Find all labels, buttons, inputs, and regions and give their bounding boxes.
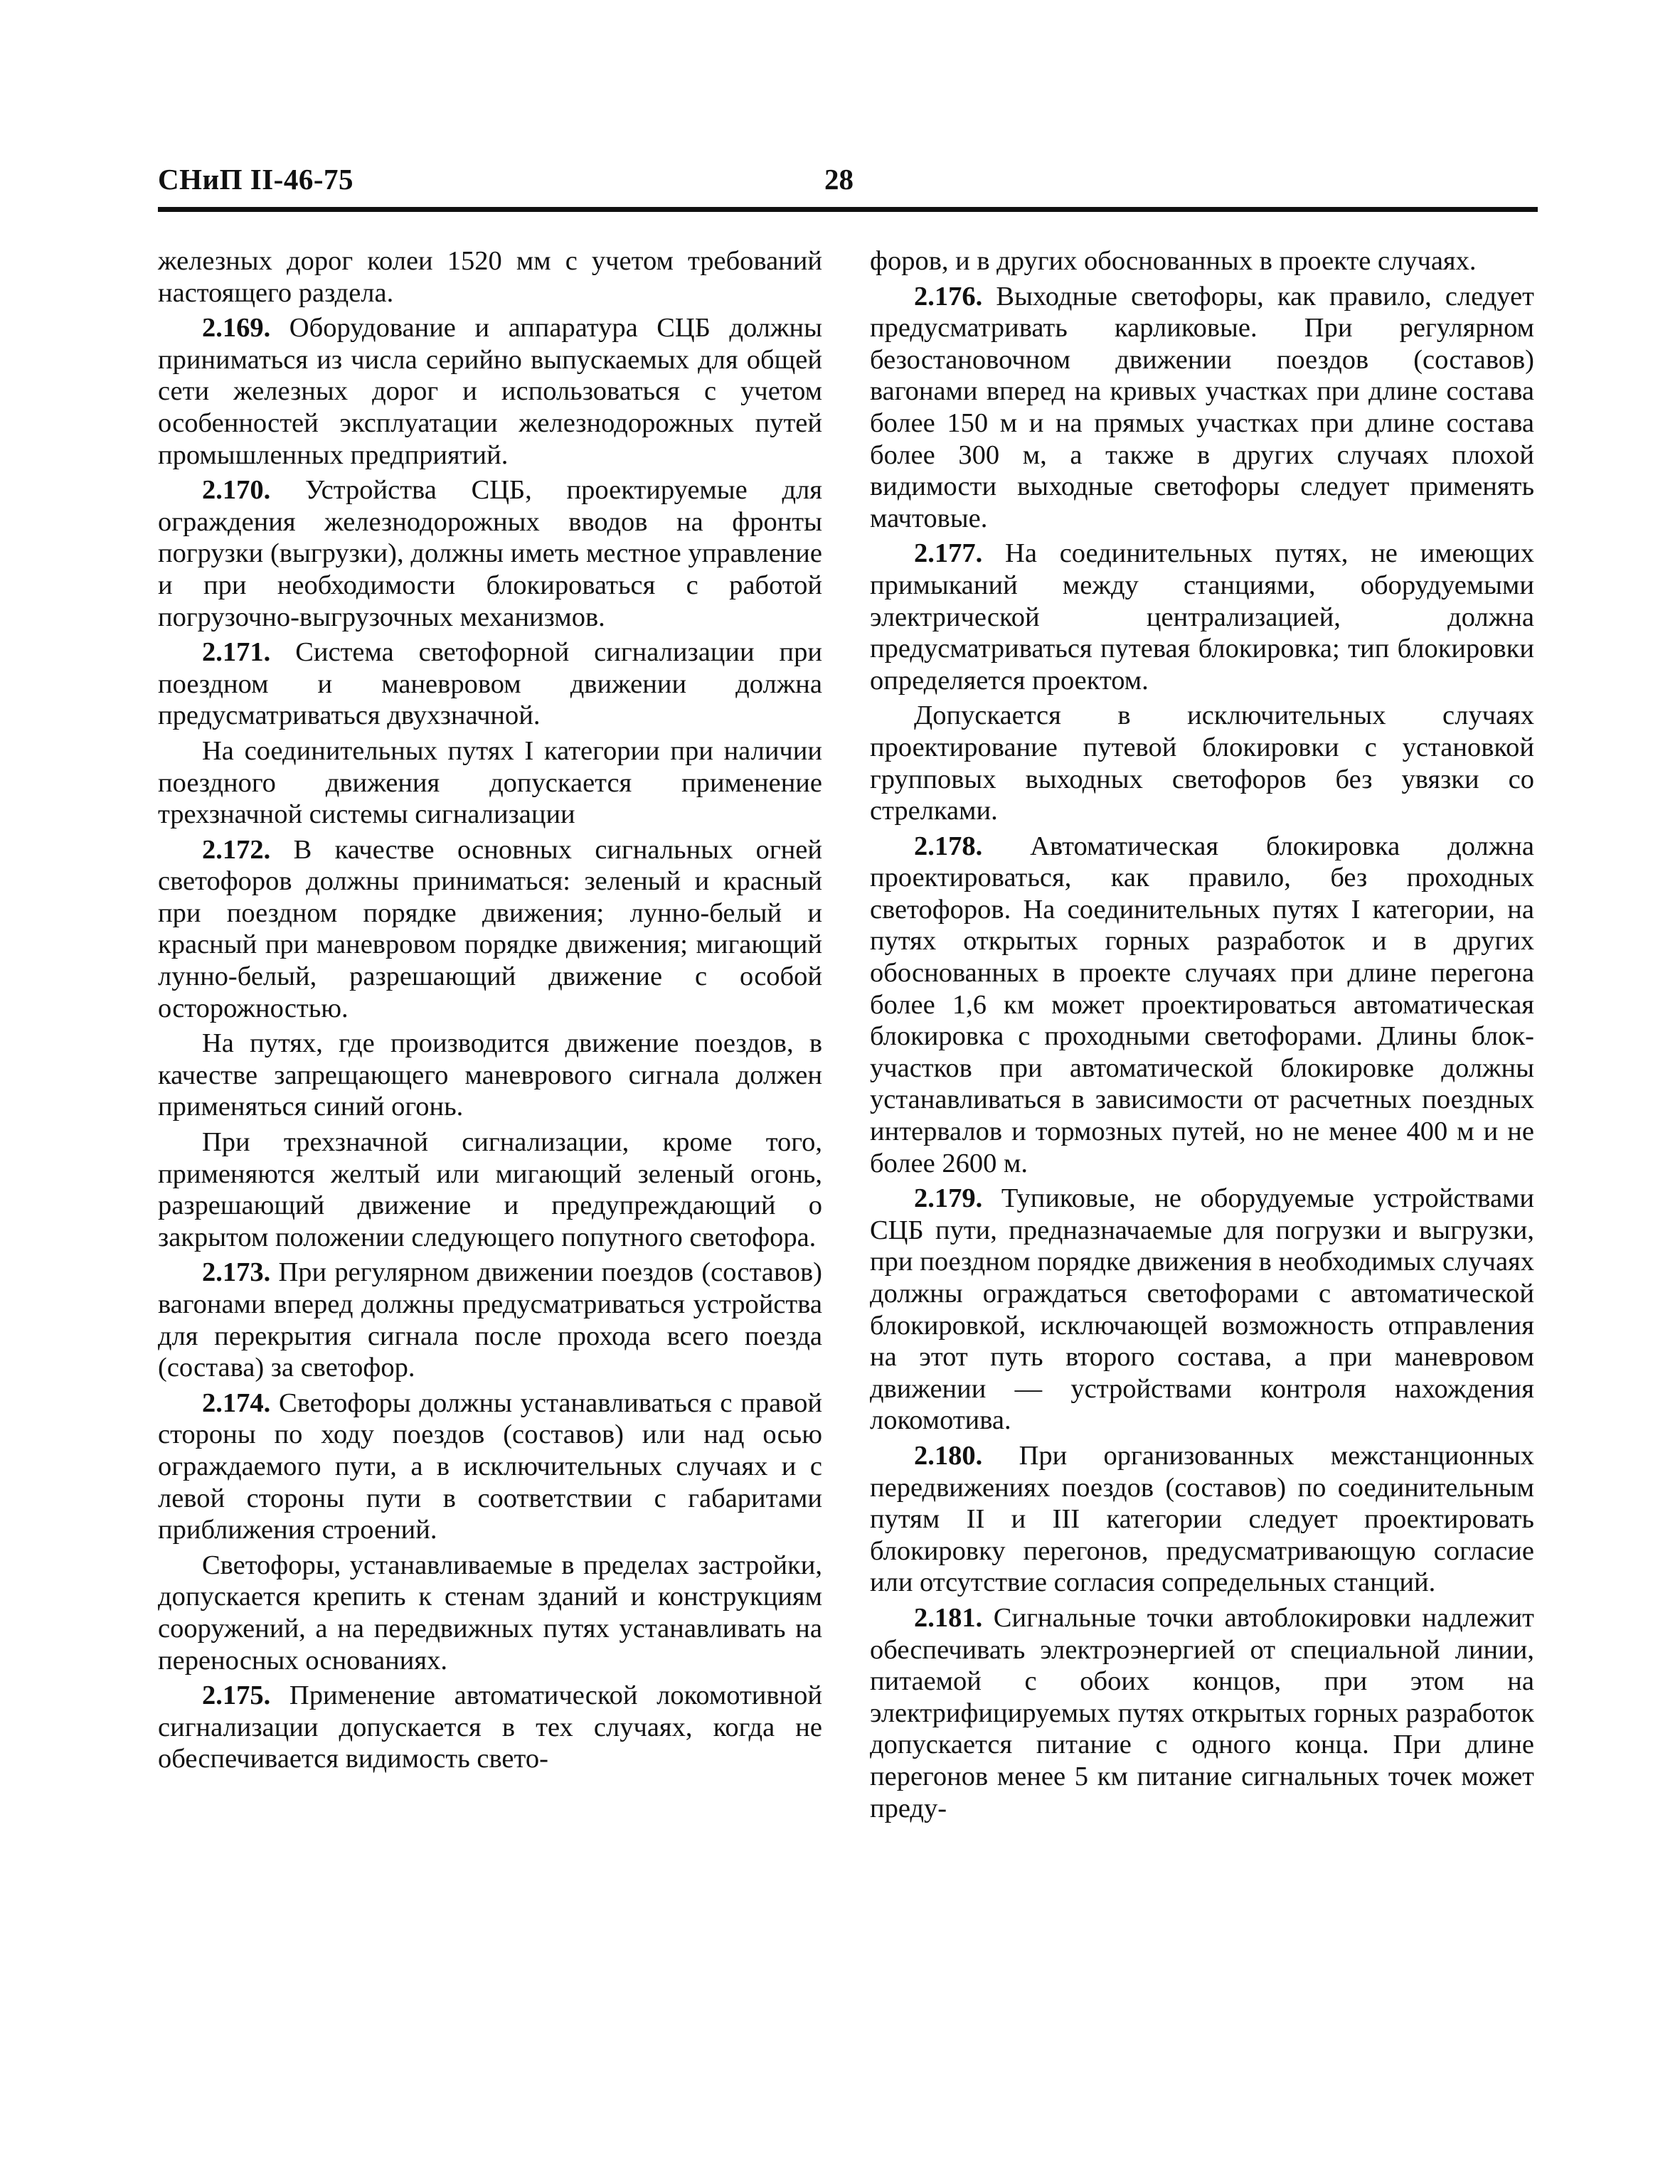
header-rule: [158, 207, 1538, 212]
paragraph: [870, 1440, 1534, 1599]
clause-number: 2.178.: [914, 831, 983, 861]
paragraph: [158, 834, 822, 1025]
paragraph: [158, 474, 822, 633]
paragraph-text: Допускается в исключительных случаях проектирование путевой блокировки с установкой групповых выходных светофоров без увязки со стрелками.: [870, 701, 1534, 826]
clause-number: 2.174.: [202, 1387, 271, 1418]
clause-number: 2.173.: [202, 1257, 271, 1288]
paragraph: [870, 831, 1534, 1180]
paragraph: [158, 636, 822, 732]
document-code: СНиП II-46-75: [158, 163, 353, 196]
paragraph-text: Сигнальные точки автоблокировки надлежит обеспечивать электроэнергией от специальной линии, питаемой с обоих концов, при этом на электрифицируемых путях открытых горных разработок допускается питание с одного конца. При длине перегонов менее 5 км питание сигнальных точек может преду-: [870, 1602, 1534, 1823]
paragraph-text: Применение автоматической локомотивной сигнализации допускается в тех случаях, когда не обеспечивается видимость свето-: [158, 1680, 823, 1774]
clause-number: 2.179.: [914, 1183, 983, 1214]
paragraph: [158, 1257, 822, 1383]
paragraph-text: Автоматическая блокировка должна проектироваться, как правило, без проходных светофоров. На соединительных путях I категории, на путях открытых горных разработок и в других обоснованных в проекте случаях при длине перегона более 1,6 км может проектироваться автоматическая блокировка с проходными светофорами. Длины блок-участков при автоматической блокировке должны устанавливаться в зависимости от расчетных поездных интервалов и тормозных путей, но не менее 400 м и не более 2600 м.: [870, 831, 1534, 1178]
paragraph: [158, 1387, 822, 1546]
paragraph-text: форов, и в других обоснованных в проекте случаях.: [870, 246, 1477, 276]
paragraph-text: На путях, где производится движение поездов, в качестве запрещающего маневрового сигнала должен применяться синий огонь.: [158, 1028, 822, 1122]
left-column: [158, 245, 822, 1779]
paragraph-text: При трехзначной сигнализации, кроме того, применяются желтый или мигающий зеленый огонь, разрешающий движение и предупреждающий о закрытом положении следующего попутного светофора.: [158, 1127, 822, 1252]
paragraph: [158, 312, 822, 471]
page-number: 28: [824, 163, 854, 196]
clause-number: 2.177.: [914, 538, 983, 569]
paragraph-text: При организованных межстанционных передвижениях поездов (составов) по соединительным путям II и III категории следует проектировать блокировку перегонов, предусматривающую согласие или отсутствие согласия сопредельных станций.: [870, 1440, 1534, 1598]
clause-number: 2.176.: [914, 281, 983, 311]
paragraph: [158, 1550, 822, 1676]
paragraph-text: Система светофорной сигнализации при поездном и маневровом движении должна предусматриваться двухзначной.: [158, 637, 823, 731]
paragraph-text: Светофоры, устанавливаемые в пределах застройки, допускается крепить к стенам зданий и конструкциям сооружений, а на передвижных путях устанавливать на переносных основаниях.: [158, 1550, 822, 1676]
paragraph-text: В качестве основных сигнальных огней светофоров должны приниматься: зеленый и красный при поездном порядке движения; лунно-белый и красный при маневровом порядке движения; мигающий лунно-белый, разрешающий движение с особой осторожностью.: [158, 834, 822, 1023]
page-header: [158, 162, 1538, 212]
paragraph: [158, 1028, 822, 1123]
paragraph-text: На соединительных путях, не имеющих примыканий между станциями, оборудуемыми электрической централизацией, должна предусматриваться путевая блокировка; тип блокировки определяется проектом.: [870, 538, 1534, 696]
clause-number: 2.170.: [202, 475, 271, 506]
paragraph-text: При регулярном движении поездов (составов) вагонами вперед должны предусматриваться устройства для перекрытия сигнала после прохода всего поезда (состава) за светофор.: [158, 1257, 823, 1383]
paragraph-text: Оборудование и аппаратура СЦБ должны приниматься из числа серийно выпускаемых для общей сети железных дорог и использоваться с учетом особенностей эксплуатации железнодорожных путей промышленных предприятий.: [158, 313, 822, 470]
paragraph: [158, 245, 822, 309]
paragraph-text: Светофоры должны устанавливаться с правой стороны по ходу поездов (составов) или над осью ограждаемого пути, а в исключительных случаях и с левой стороны пути в соответствии с габаритами приближения строений.: [158, 1387, 822, 1545]
paragraph-text: На соединительных путях I категории при наличии поездного движения допускается применение трехзначной системы сигнализации: [158, 735, 822, 830]
paragraph: [158, 1680, 822, 1775]
clause-number: 2.175.: [202, 1680, 271, 1711]
paragraph: [870, 1183, 1534, 1437]
paragraph: [870, 245, 1534, 277]
right-column: [870, 245, 1534, 1828]
paragraph-text: Выходные светофоры, как правило, следует предусматривать карликовые. При регулярном безостановочном движении поездов (составов) вагонами вперед на кривых участках при длине состава более 150 м и на прямых участках при длине состава более 300 м, а также в других случаях плохой видимости выходные светофоры следует применять мачтовые.: [870, 281, 1535, 533]
paragraph-text: Устройства СЦБ, проектируемые для ограждения железнодорожных вводов на фронты погрузки (выгрузки), должны иметь местное управление и при необходимости блокироваться с работой погрузочно-выгрузочных механизмов.: [158, 475, 822, 632]
paragraph: [870, 1602, 1534, 1824]
clause-number: 2.172.: [202, 834, 271, 865]
clause-number: 2.181.: [914, 1602, 983, 1633]
paragraph-text: железных дорог колеи 1520 мм с учетом требований настоящего раздела.: [158, 246, 822, 308]
paragraph: [158, 735, 822, 831]
paragraph: [870, 538, 1534, 696]
clause-number: 2.169.: [202, 313, 271, 343]
paragraph-text: Тупиковые, не оборудуемые устройствами СЦБ пути, предназначаемые для погрузки и выгрузки, при поездном порядке движения в необходимых случаях должны ограждаться светофорами с автоматической блокировкой, исключающей возможность отправления на этот путь второго состава, а при маневровом движении — устройствами контроля нахождения локомотива.: [870, 1183, 1535, 1436]
clause-number: 2.171.: [202, 637, 271, 668]
paragraph: [870, 700, 1534, 826]
paragraph: [158, 1126, 822, 1253]
clause-number: 2.180.: [914, 1440, 983, 1471]
paragraph: [870, 281, 1534, 535]
